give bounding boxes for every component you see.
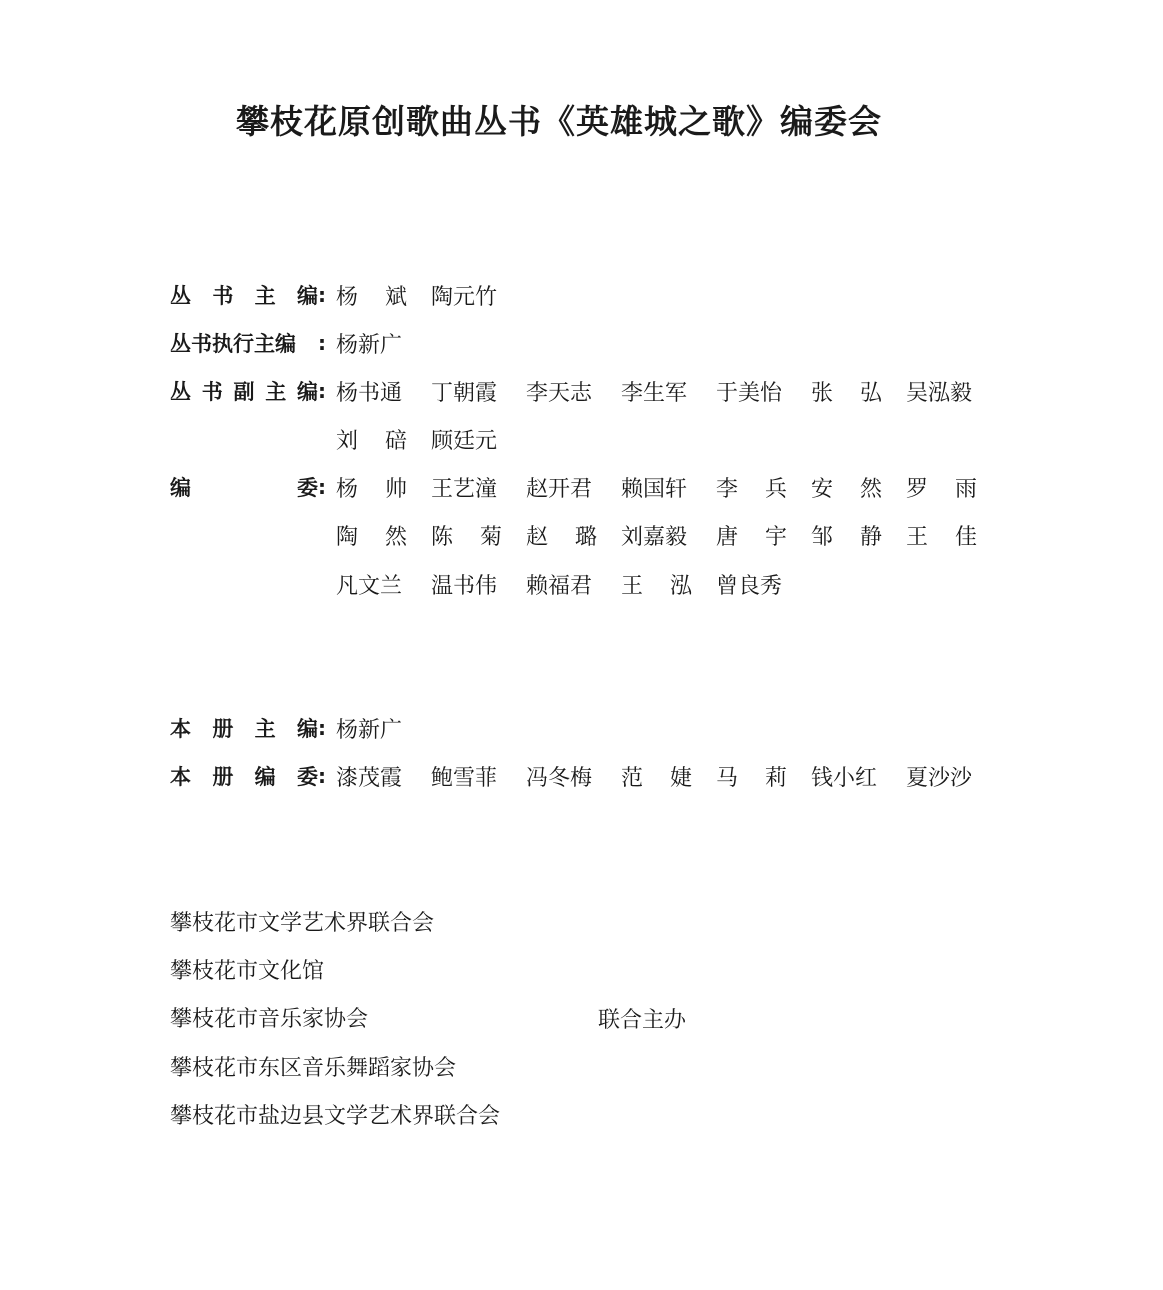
colon: : (318, 331, 326, 355)
label-char: 副 (233, 380, 255, 404)
person-name (526, 472, 621, 503)
name-part: 凡文兰 (336, 573, 403, 599)
page-title: 攀枝花原创歌曲丛书《英雄城之歌》编委会 (236, 102, 882, 141)
name-part: 婕 (669, 765, 692, 791)
name-part: 碚 (384, 428, 407, 454)
colon: : (318, 764, 326, 788)
label-char: 主 (254, 284, 276, 308)
name-part: 然 (384, 524, 407, 550)
person-name (906, 520, 1001, 551)
name-part: 陈 (431, 524, 454, 550)
volume-committee-label (170, 761, 318, 791)
name-part: 兵 (764, 476, 787, 502)
volume-committee-names (336, 761, 1001, 792)
name-part: 邹 (811, 524, 834, 550)
committee-names-line1 (336, 472, 1001, 503)
person-name (621, 376, 716, 407)
person-name (336, 713, 431, 744)
person-name (716, 569, 811, 600)
volume-committee-row (170, 758, 1001, 794)
organizer-4: 攀枝花市东区音乐舞蹈家协会 (170, 1055, 457, 1081)
name-part: 杨新广 (336, 717, 403, 743)
person-name (811, 472, 906, 503)
label-char: 编 (297, 380, 318, 404)
person-name (431, 520, 526, 551)
name-part: 杨 (336, 284, 359, 310)
label-char: 册 (212, 765, 234, 789)
series-editor-names (336, 280, 526, 311)
name-part: 赵 (526, 524, 549, 550)
person-name (621, 761, 716, 792)
exec-editor-names (336, 328, 431, 359)
name-part: 温书伟 (431, 573, 498, 599)
label-char: 委 (296, 765, 318, 789)
person-name (526, 520, 621, 551)
name-part: 赖福君 (526, 573, 593, 599)
name-part: 佳 (954, 524, 977, 550)
person-name (716, 761, 811, 792)
name-part: 雨 (954, 476, 977, 502)
volume-editor-names (336, 713, 431, 744)
person-name (431, 280, 526, 311)
committee-row (170, 469, 1001, 505)
name-part: 罗 (906, 476, 929, 502)
name-part: 宇 (764, 524, 787, 550)
person-name (336, 424, 431, 455)
person-name (431, 569, 526, 600)
name-part: 王 (621, 573, 644, 599)
label-char: 丛 (170, 284, 191, 308)
name-part: 唐 (716, 524, 739, 550)
person-name (811, 520, 906, 551)
label-char: 编 (296, 717, 318, 741)
person-name (431, 472, 526, 503)
label-char: 丛书执行主编 (170, 332, 296, 356)
name-part: 马 (716, 765, 739, 791)
series-editor-row (170, 277, 526, 313)
name-part: 李生军 (621, 380, 688, 406)
person-name (716, 520, 811, 551)
person-name (336, 472, 431, 503)
name-part: 鲍雪菲 (431, 765, 498, 791)
person-name (336, 280, 431, 311)
name-part: 陶 (336, 524, 359, 550)
person-name (336, 328, 431, 359)
person-name (336, 520, 431, 551)
organizer-3: 攀枝花市音乐家协会 (170, 1006, 369, 1032)
organizer-5: 攀枝花市盐边县文学艺术界联合会 (170, 1103, 501, 1129)
name-part: 陶元竹 (431, 284, 498, 310)
committee-names-line3 (336, 566, 811, 602)
name-part: 曾良秀 (716, 573, 783, 599)
person-name (906, 472, 1001, 503)
person-name (526, 569, 621, 600)
name-part: 王 (906, 524, 929, 550)
person-name (716, 376, 811, 407)
colon: : (318, 475, 326, 499)
name-part: 弘 (859, 380, 882, 406)
name-part: 赵开君 (526, 476, 593, 502)
person-name (811, 761, 906, 792)
name-part: 菊 (479, 524, 502, 550)
name-part: 于美怡 (716, 380, 783, 406)
name-part: 帅 (384, 476, 407, 502)
name-part: 泓 (669, 573, 692, 599)
name-part: 刘嘉毅 (621, 524, 688, 550)
name-part: 王艺潼 (431, 476, 498, 502)
colon: : (318, 379, 326, 403)
name-part: 李天志 (526, 380, 593, 406)
label-char: 主 (254, 717, 276, 741)
name-part: 赖国轩 (621, 476, 688, 502)
person-name (431, 761, 526, 792)
person-name (526, 376, 621, 407)
exec-editor-row (170, 325, 431, 361)
committee-names-line2 (336, 517, 1001, 553)
label-char: 丛 (170, 380, 191, 404)
person-name (431, 424, 526, 455)
person-name (906, 376, 1001, 407)
colon: : (318, 283, 326, 307)
organizer-2: 攀枝花市文化馆 (170, 958, 325, 984)
label-char: 书 (201, 380, 223, 404)
volume-editor-label (170, 713, 318, 743)
committee-label (170, 472, 318, 502)
name-part: 然 (859, 476, 882, 502)
person-name (336, 761, 431, 792)
name-part: 顾廷元 (431, 428, 498, 454)
name-part: 李 (716, 476, 739, 502)
label-char: 册 (212, 717, 234, 741)
name-part: 安 (811, 476, 834, 502)
person-name (431, 376, 526, 407)
name-part: 钱小红 (811, 765, 878, 791)
name-part: 漆茂霞 (336, 765, 403, 791)
label-char: 编 (254, 765, 276, 789)
person-name (811, 376, 906, 407)
name-part: 斌 (384, 284, 407, 310)
person-name (716, 472, 811, 503)
label-char: 书 (212, 284, 234, 308)
name-part: 静 (859, 524, 882, 550)
name-part: 吴泓毅 (906, 380, 973, 406)
colon: : (318, 716, 326, 740)
person-name (336, 376, 431, 407)
name-part: 杨书通 (336, 380, 403, 406)
label-char: 编 (170, 476, 191, 500)
name-part: 范 (621, 765, 644, 791)
person-name (336, 569, 431, 600)
name-part: 夏沙沙 (906, 765, 973, 791)
label-char: 编 (296, 284, 318, 308)
deputy-editor-row (170, 373, 1001, 409)
series-editor-label (170, 280, 318, 310)
person-name (906, 761, 1001, 792)
organizer-1: 攀枝花市文学艺术界联合会 (170, 910, 435, 936)
joint-organizer-label: 联合主办 (598, 1007, 687, 1033)
name-part: 张 (811, 380, 834, 406)
name-part: 丁朝霞 (431, 380, 498, 406)
label-char: 本 (170, 717, 191, 741)
name-part: 杨新广 (336, 332, 403, 358)
label-char: 主 (265, 380, 287, 404)
name-part: 刘 (336, 428, 359, 454)
deputy-editor-names-line2 (336, 421, 526, 457)
person-name (621, 569, 716, 600)
label-char: 委 (297, 476, 318, 500)
name-part: 杨 (336, 476, 359, 502)
volume-editor-row (170, 710, 431, 746)
label-char: 本 (170, 765, 191, 789)
person-name (621, 472, 716, 503)
deputy-editor-label (170, 376, 318, 406)
exec-editor-label (170, 328, 318, 358)
person-name (621, 520, 716, 551)
name-part: 莉 (764, 765, 787, 791)
person-name (526, 761, 621, 792)
deputy-editor-names-line1 (336, 376, 1001, 407)
name-part: 璐 (574, 524, 597, 550)
name-part: 冯冬梅 (526, 765, 593, 791)
